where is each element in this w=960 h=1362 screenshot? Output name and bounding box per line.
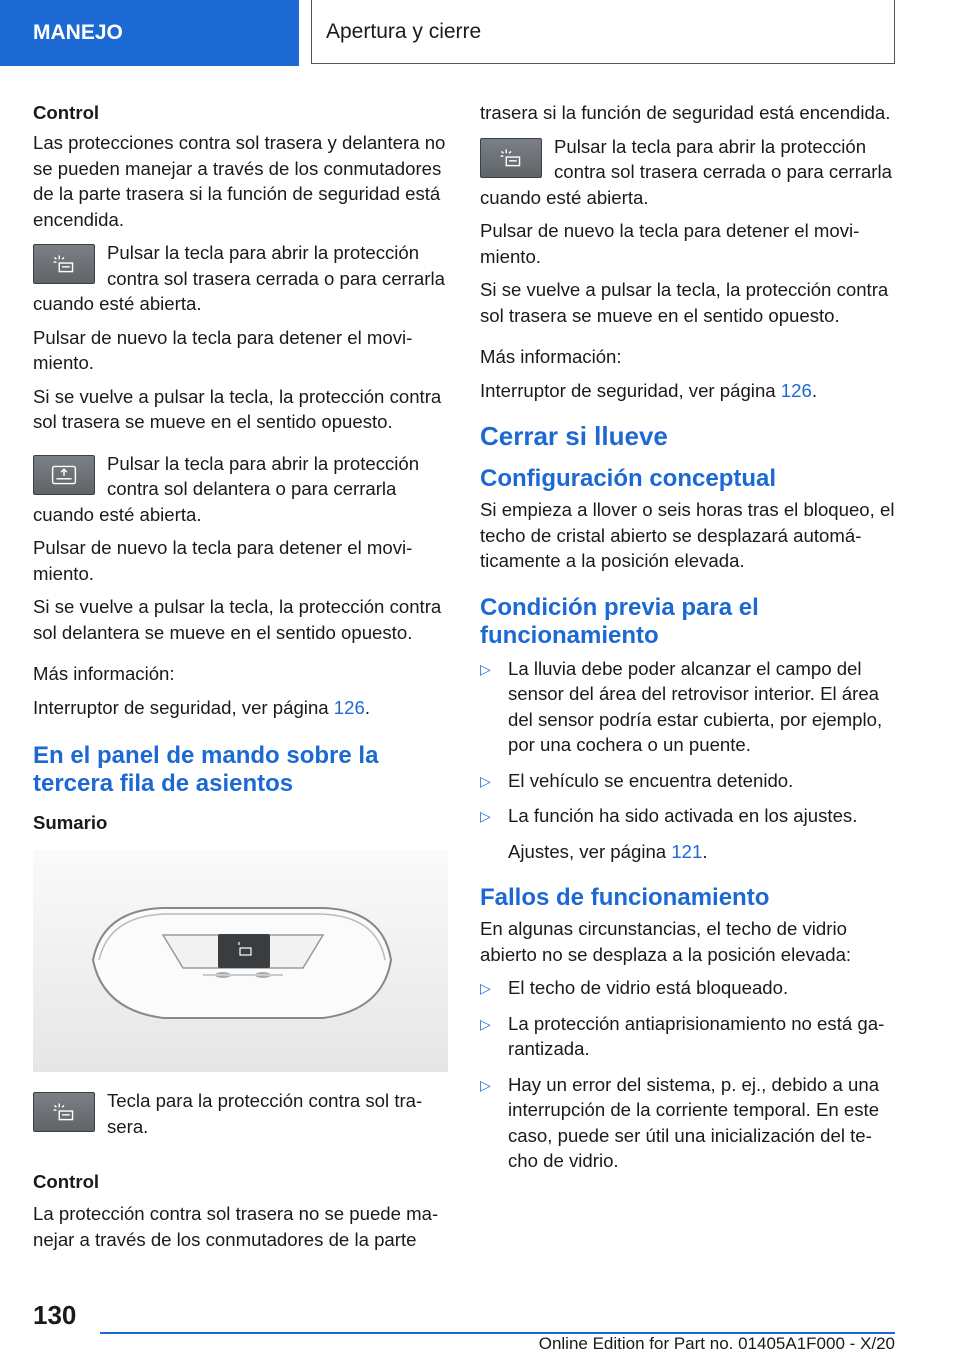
triangle-bullet-icon: ▷ <box>480 772 491 789</box>
list-item: ▷ La protección antiaprisionamiento no está garantizada. <box>480 1012 885 1059</box>
rear-press-reverse: Si se vuelve a pulsar la tecla, la protección contra sol trasera se mueve en el sentido opuesto. <box>33 385 442 432</box>
more-info-label: Más información: <box>33 663 175 684</box>
front-sunshade-key-row <box>33 451 448 502</box>
front-press-reverse: Si se vuelve a pulsar la tecla, la protección contra sol delantera se mueve en el sentido opuesto. <box>33 596 442 643</box>
malfunction-text: En algunas circunstancias, el techo de vidrio abierto no se desplaza a la posición elevada: <box>480 918 852 965</box>
triangle-bullet-icon: ▷ <box>480 980 491 996</box>
safety-switch-text-2: Interruptor de seguridad, ver página <box>480 379 781 401</box>
topic-header <box>311 0 895 64</box>
malfunction-list <box>480 975 895 1174</box>
triangle-bullet-icon: ▷ <box>480 660 491 677</box>
safety-switch-page-link[interactable]: 126 <box>333 696 365 718</box>
front-sunshade-key-icon <box>33 455 95 495</box>
rear-sunshade-key-row <box>33 240 448 291</box>
list-item: ▷ Hay un error del sistema, p. ej., debido a una interrupción de la corriente temporal. En este caso, puede ser útil una inicialización del techo de vidrio. <box>480 1073 880 1171</box>
front-press-again: Pulsar de nuevo la tecla para detener el movimiento. <box>33 537 413 584</box>
control-heading: Control <box>33 102 100 123</box>
control2-heading: Control <box>33 1171 100 1192</box>
rear-sunshade-key-icon <box>33 1092 95 1132</box>
list-item: ▷ La lluvia debe poder alcanzar el campo del sensor del área del retrovisor interior. El área del sensor podría estar cubierta, por ejemplo, por una cochera o un puente. <box>480 657 883 755</box>
rear-sunshade-key-icon <box>33 244 95 284</box>
concept-title: Configuración conceptual <box>480 465 777 492</box>
control-intro: Las protecciones contra sol trasera y delantera no se pueden manejar a través de los conmutadores de la parte trasera si la función de seguridad está encendida. <box>33 132 446 230</box>
key-caption-row <box>33 1088 448 1139</box>
safety-switch-ref: Interruptor de seguridad, ver página 126. <box>33 696 370 718</box>
safety-switch-ref-2: Interruptor de seguridad, ver página 126. <box>480 379 817 401</box>
edition-text: Online Edition for Part no. 01405A1F000 - X/20 <box>538 1334 895 1353</box>
list-item: ▷ La función ha sido activada en los ajustes. <box>480 803 895 829</box>
concept-text: Si empieza a llover o seis horas tras el bloqueo, el techo de cristal abierto se desplazará automáticamente a la posición elevada. <box>480 499 895 571</box>
page-number: 130 <box>33 1300 77 1330</box>
rear-sunshade-key-icon <box>480 138 542 178</box>
rear-key-instruction-2: Pulsar la tecla para abrir la protección contra sol trasera cerrada o para cerrarla <box>554 135 892 182</box>
key-caption: Tecla para la protección contra sol trasera. <box>107 1090 423 1137</box>
summary-heading: Sumario <box>33 812 108 833</box>
list-item: ▷ El techo de vidrio está bloqueado. <box>480 975 895 1001</box>
triangle-bullet-icon: ▷ <box>480 1015 491 1032</box>
rain-close-title: Cerrar si llueve <box>480 421 668 451</box>
right-column <box>480 100 895 1184</box>
settings-ref: Ajustes, ver página 121. <box>508 840 708 862</box>
press-reverse: Si se vuelve a pulsar la tecla, la protección contra sol trasera se mueve en el sentido opuesto. <box>480 279 889 326</box>
precondition-title: Condición previa para el funcionamiento <box>480 593 759 649</box>
precondition-list <box>480 656 895 829</box>
press-again: Pulsar de nuevo la tecla para detener el movimiento. <box>480 220 860 267</box>
left-column <box>33 100 448 1260</box>
section-label: MANEJO <box>33 21 123 44</box>
safety-switch-page-link-2[interactable]: 126 <box>780 379 812 401</box>
control2-text: La protección contra sol trasera no se puede manejar a través de los conmutadores de la parte <box>33 1203 439 1250</box>
rear-key-instruction-cont: cuando esté abierta. <box>33 293 202 314</box>
section-title-third-row: En el panel de mando sobre la tercera fila de asientos <box>33 742 379 797</box>
topic-label: Apertura y cierre <box>326 19 482 43</box>
section-tab <box>0 0 299 66</box>
overhead-panel-photo <box>33 850 448 1072</box>
list-item: ▷ El vehículo se encuentra detenido. <box>480 768 895 794</box>
rear-sunshade-key-row-2 <box>480 134 895 185</box>
rear-press-again: Pulsar de nuevo la tecla para detener el movimiento. <box>33 326 413 373</box>
more-info-label-2: Más información: <box>480 346 622 367</box>
rear-key-instruction: Pulsar la tecla para abrir la protección contra sol trasera cerrada o para cerrarla <box>107 242 445 289</box>
settings-page-link[interactable]: 121 <box>671 840 703 862</box>
safety-switch-text: Interruptor de seguridad, ver página <box>33 696 334 718</box>
front-key-instruction-cont: cuando esté abierta. <box>33 503 202 525</box>
cont-text: trasera si la función de seguridad está encendida. <box>480 102 891 123</box>
rear-key-instruction-cont-2: cuando esté abierta. <box>480 186 649 208</box>
front-key-instruction: Pulsar la tecla para abrir la protección contra sol delantera o para cerrarla <box>107 452 420 499</box>
settings-text: Ajustes, ver página <box>508 840 672 862</box>
malfunction-title: Fallos de funcionamiento <box>480 884 770 911</box>
triangle-bullet-icon: ▷ <box>480 1076 491 1093</box>
triangle-bullet-icon: ▷ <box>480 808 491 824</box>
